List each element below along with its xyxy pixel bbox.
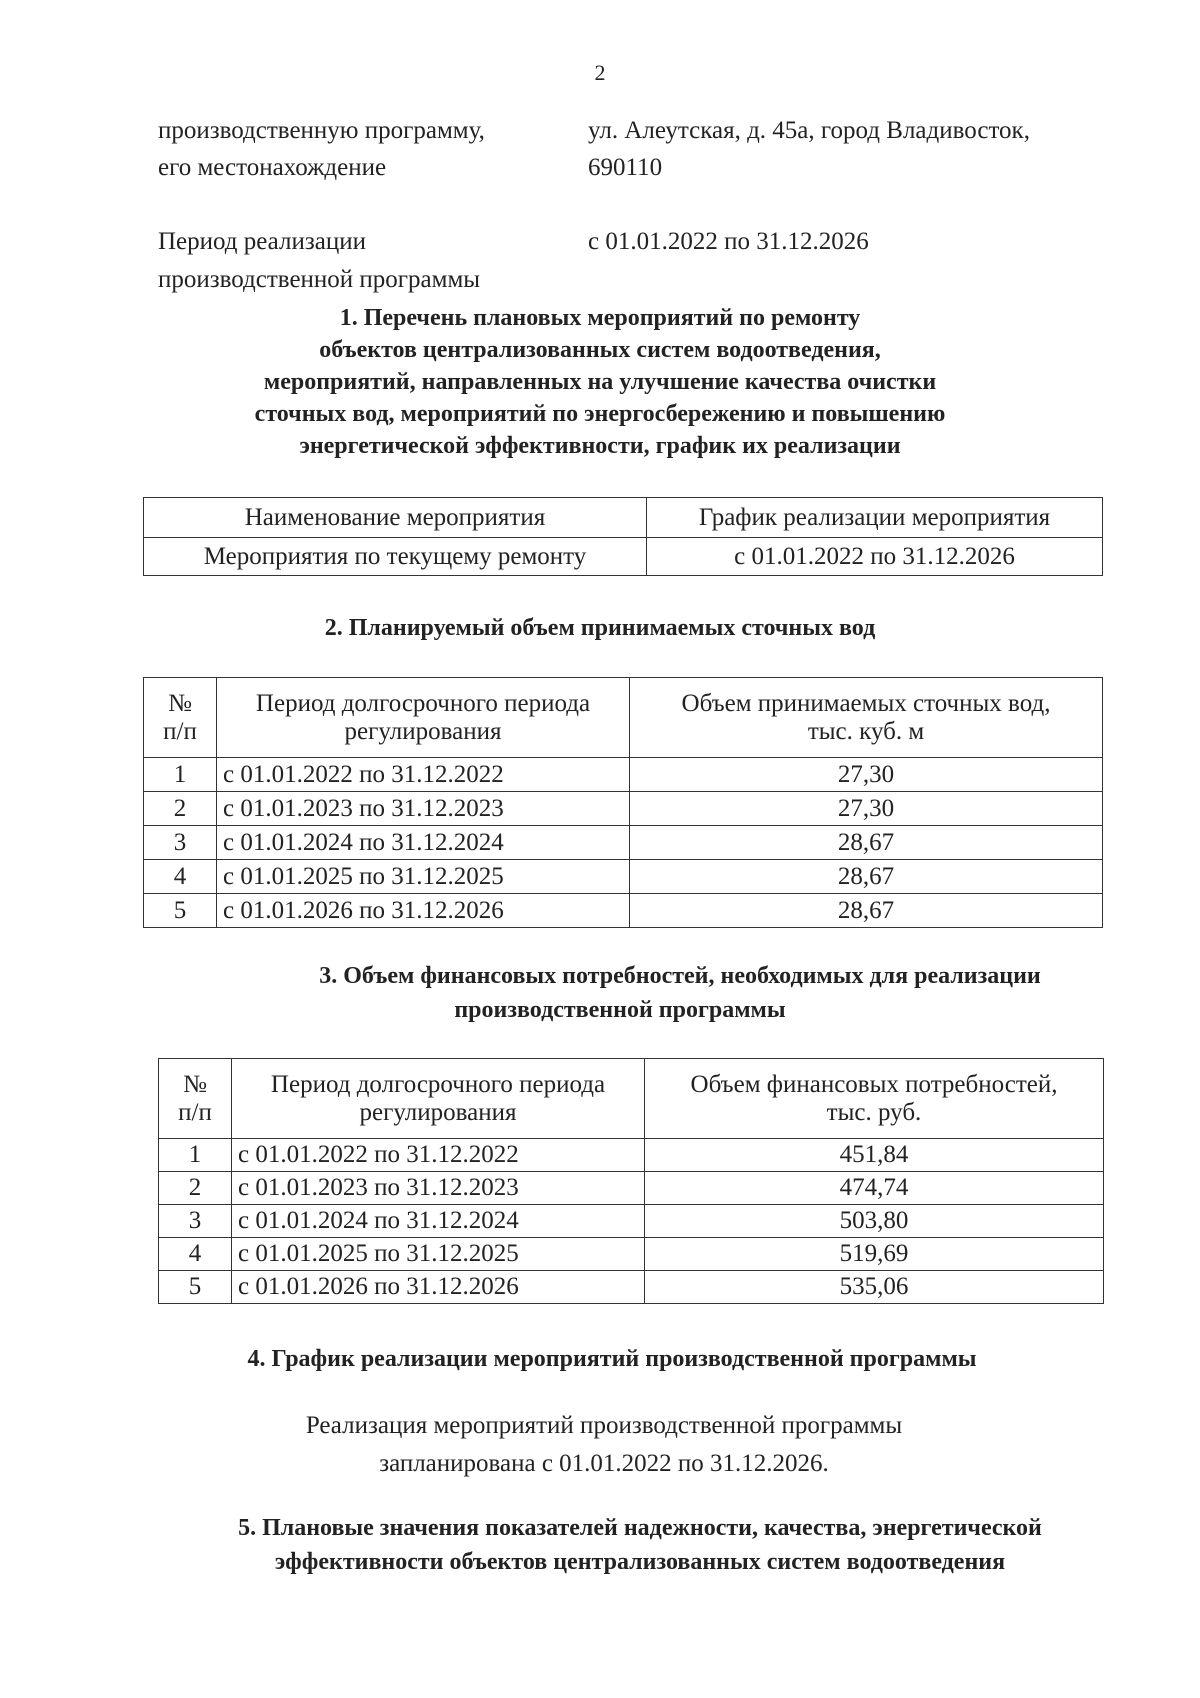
column-header-number	[159, 1059, 232, 1139]
table-row	[159, 1271, 1104, 1304]
row-number: 4	[159, 1238, 232, 1271]
header-line: тыс. куб. м	[807, 717, 925, 745]
row-value: 28,67	[630, 894, 1103, 928]
intro-value-line-1: ул. Алеутская, д. 45а, город Владивосток,	[588, 117, 1030, 144]
table-row	[144, 538, 1103, 576]
row-value: 28,67	[630, 860, 1103, 894]
row-value: 535,06	[645, 1271, 1104, 1304]
table-row	[159, 1238, 1104, 1271]
table-row	[144, 860, 1103, 894]
intro-label-line-1: производственную программу,	[158, 117, 485, 144]
table-cell: с 01.01.2022 по 31.12.2026	[647, 538, 1103, 576]
section5-title-line-1: 5. Плановые значения показателей надежности, качества, энергетической	[238, 1515, 1042, 1541]
intro-label-line-2: его местонахождение	[158, 154, 387, 181]
column-header-period	[217, 678, 630, 758]
row-period: с 01.01.2025 по 31.12.2025	[232, 1238, 645, 1271]
row-period: с 01.01.2022 по 31.12.2022	[217, 758, 630, 792]
row-period: с 01.01.2022 по 31.12.2022	[232, 1139, 645, 1172]
column-header-finance	[645, 1059, 1104, 1139]
table-row	[159, 1172, 1104, 1205]
table-header-row	[159, 1059, 1104, 1139]
table-header-row	[144, 498, 1103, 538]
header-line: тыс. руб.	[826, 1098, 922, 1126]
section5-title-line-2: эффективности объектов централизованных систем водоотведения	[274, 1549, 1006, 1575]
section3-title-line-2: производственной программы	[454, 997, 786, 1023]
header-line: №	[183, 1070, 207, 1098]
row-period: с 01.01.2026 по 31.12.2026	[217, 894, 630, 928]
row-value: 503,80	[645, 1205, 1104, 1238]
header-line: регулирования	[359, 1098, 517, 1126]
row-number: 1	[144, 758, 217, 792]
section2-table	[143, 677, 1103, 928]
row-number: 2	[159, 1172, 232, 1205]
row-period: с 01.01.2026 по 31.12.2026	[232, 1271, 645, 1304]
table-header-row	[144, 678, 1103, 758]
header-line: Период долгосрочного периода	[255, 689, 591, 717]
header-line: регулирования	[344, 717, 502, 745]
row-number: 4	[144, 860, 217, 894]
section4-title: 4. График реализации мероприятий производственной программы	[247, 1346, 977, 1372]
row-number: 3	[144, 826, 217, 860]
column-header-volume	[630, 678, 1103, 758]
header-line: п/п	[163, 717, 197, 745]
row-value: 519,69	[645, 1238, 1104, 1271]
column-header-period	[232, 1059, 645, 1139]
row-number: 3	[159, 1205, 232, 1238]
header-line: Период долгосрочного периода	[270, 1070, 606, 1098]
row-period: с 01.01.2024 по 31.12.2024	[217, 826, 630, 860]
row-period: с 01.01.2024 по 31.12.2024	[232, 1205, 645, 1238]
table-row	[159, 1139, 1104, 1172]
column-header-number	[144, 678, 217, 758]
column-header: Наименование мероприятия	[144, 498, 647, 538]
row-number: 1	[159, 1139, 232, 1172]
header-line: п/п	[178, 1098, 212, 1126]
table-row	[144, 758, 1103, 792]
section2-title: 2. Планируемый объем принимаемых сточных вод	[324, 615, 876, 641]
section3-title-line-1: 3. Объем финансовых потребностей, необходимых для реализации	[319, 963, 1041, 989]
header-line: Объем принимаемых сточных вод,	[681, 689, 1051, 717]
table-cell: Мероприятия по текущему ремонту	[144, 538, 647, 576]
row-value: 27,30	[630, 758, 1103, 792]
period-label-line-2: производственной программы	[158, 266, 481, 293]
intro-value-line-2: 690110	[588, 154, 663, 181]
section1-title-line-2: объектов централизованных систем водоотведения,	[319, 337, 881, 363]
row-number: 5	[159, 1271, 232, 1304]
table-row	[144, 826, 1103, 860]
section4-text-line-1: Реализация мероприятий производственной программы	[305, 1412, 903, 1439]
page-number: 2	[594, 60, 606, 85]
table-row	[159, 1205, 1104, 1238]
row-period: с 01.01.2025 по 31.12.2025	[217, 860, 630, 894]
row-number: 2	[144, 792, 217, 826]
row-value: 474,74	[645, 1172, 1104, 1205]
period-value: с 01.01.2022 по 31.12.2026	[588, 228, 869, 255]
section1-title-line-1: 1. Перечень плановых мероприятий по ремонту	[339, 305, 861, 331]
row-value: 451,84	[645, 1139, 1104, 1172]
section1-title-line-4: сточных вод, мероприятий по энергосбережению и повышению	[254, 401, 946, 427]
section4-text-line-2: запланирована с 01.01.2022 по 31.12.2026.	[379, 1450, 829, 1477]
row-period: с 01.01.2023 по 31.12.2023	[232, 1172, 645, 1205]
row-value: 28,67	[630, 826, 1103, 860]
table-row	[144, 792, 1103, 826]
section3-table	[158, 1058, 1104, 1304]
row-number: 5	[144, 894, 217, 928]
row-period: с 01.01.2023 по 31.12.2023	[217, 792, 630, 826]
period-label-line-1: Период реализации	[158, 228, 366, 255]
section1-title-line-5: энергетической эффективности, график их реализации	[299, 433, 901, 459]
header-line: №	[168, 689, 192, 717]
column-header: График реализации мероприятия	[647, 498, 1103, 538]
section1-table	[143, 497, 1103, 576]
table-row	[144, 894, 1103, 928]
section1-title-line-3: мероприятий, направленных на улучшение качества очистки	[263, 369, 937, 395]
row-value: 27,30	[630, 792, 1103, 826]
header-line: Объем финансовых потребностей,	[690, 1070, 1058, 1098]
